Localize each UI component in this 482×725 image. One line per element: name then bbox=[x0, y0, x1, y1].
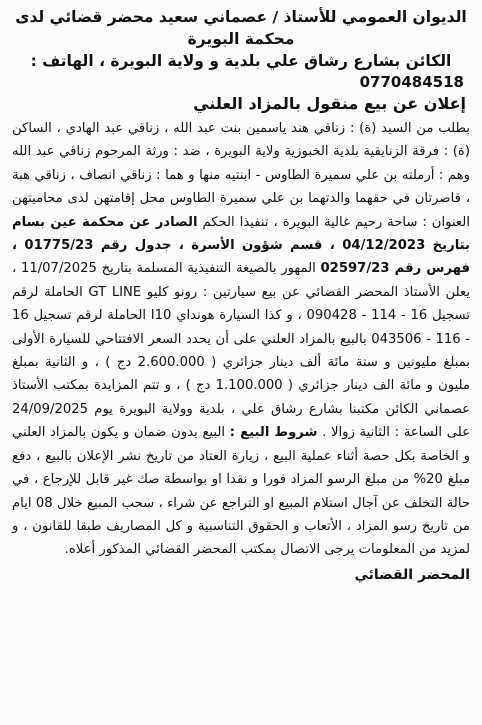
notice-judgment-reference: الصادر عن محكمة عين بسام بتاريخ 04/12/2023 ، قسم شؤون الأسرة ، جدول رقم 01775/23 ، فهرس رقم 02597/23 bbox=[12, 214, 470, 277]
court-name: محكمة البويرة bbox=[187, 30, 295, 48]
sale-conditions-text: البيع بدون ضمان و يكون بالمزاد العلني و الخاصة بكل حصة أثناء عملية البيع ، زيارة العتاد من تاريخ نشر الإعلان بالبيع ، دفع مبلغ 20% من مبلغ الرسو المزاد فورا و نقدا او بواسطة صك غير قابل للإرجاع ، في حالة التخلف عن آجال استلام المبيع او التراجع عن شراء ، سحب المبيع خلال 08 ايام من تاريخ رسو المزاد ، الأتعاب و الحقوق التناسبية و كل المصاريف طبقا للقانون ، و لمزيد من المعلومات يرجى الاتصال بمكتب المحضر القضائي المذكور أعلاه. bbox=[12, 425, 471, 558]
notice-body bbox=[12, 117, 470, 562]
notice-paragraph-parties: بطلب من السيد (ة) : زناقي هند ياسمين بنت عبد الله ، زناقي عبد الهادي ، الساكن (ة) : فرقة الزنايقية بلدية الخبوزية ولاية البويرة ، ضد : ورثة المرحوم زناقي عبد الله وهم : أرملته بن علي سميرة الطاوس - ابنتيه منها و هما : زناقي انصاف ، زناقي هبة ، قاصرتان في حقهما والدتهما بن علي سميرة الطاوس محل إقامتهن لدى محاميتهن العنوان : ساحة رحيم غالية البويرة ، تنفيذا الحكم bbox=[12, 121, 470, 230]
sale-conditions-heading: شروط البيع : bbox=[229, 425, 318, 441]
notice-title: إعلان عن بيع منقول بالمزاد العلني bbox=[193, 94, 466, 113]
office-address: الكائن بشارع رشاق علي بلدية و ولاية البويرة ، الهاتف : bbox=[30, 52, 452, 70]
notice-sale-details: المهور بالصيغة التنفيذية المسلمة بتاريخ 11/07/2025 ، يعلن الأستاذ المحضر القضائي عن بيع سيارتين : رونو كليو GT LINE الحاملة لرقم تسجيل 16 - 114 - 090428 ، و كذا السيارة هونداي I10 الحاملة لرقم تسجيل 16 - 116 - 043506 بالبيع بالمزاد العلني على أن يحدد السعر الافتتاحي للسيارة الأولى بمبلغ مليونين و ستة مائة ألف دينار جزائري ( 2.600.000 دج ) ، و الثانية بمبلغ مليون و مائة الف دينار جزائري ( 1.100.000 دج ) ، و تتم المزايدة بمكتب الأستاذ عصماني الكائن مكتبنا بشارع رشاق علي ، بلدية وولاية البويرة يوم 24/09/2025 على الساعة : الثانية زوالا . bbox=[12, 261, 470, 441]
bailiff-signature: المحضر القضائي bbox=[354, 566, 470, 583]
notice-header bbox=[12, 6, 470, 92]
office-phone: 0770484518 bbox=[359, 73, 464, 91]
office-name: الديوان العمومي للأستاذ / عصماني سعيد محضر قضائي لدى bbox=[15, 8, 467, 26]
